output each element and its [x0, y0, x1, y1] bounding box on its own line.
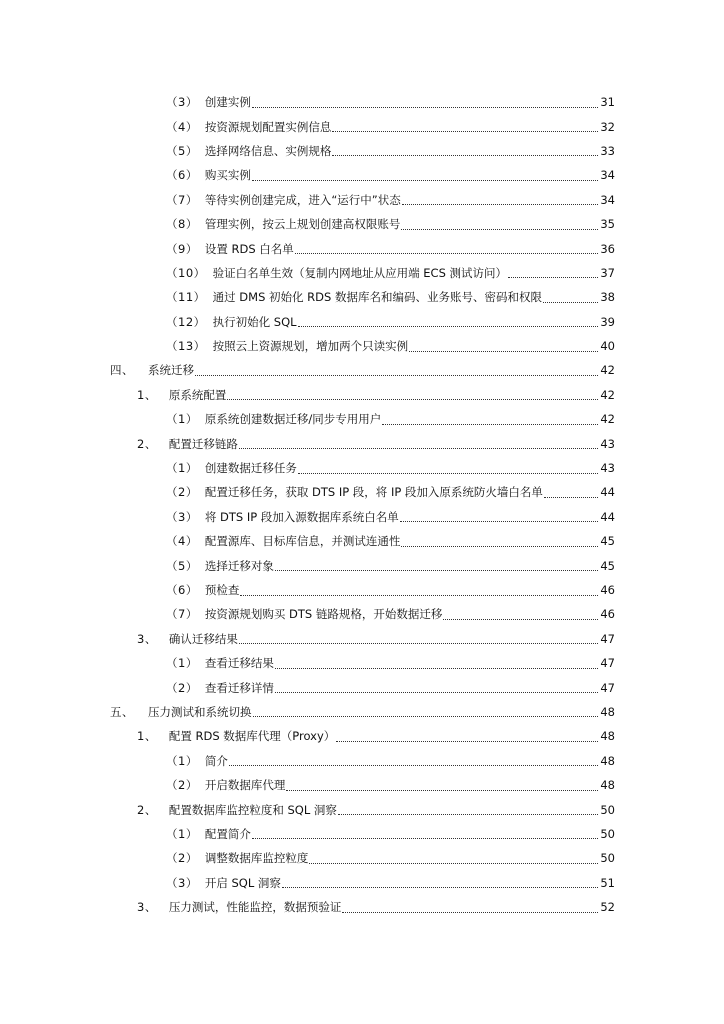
toc-entry-title: 按照云上资源规划，增加两个只读实例 [212, 339, 409, 354]
toc-entry-page-number: 50 [600, 802, 615, 817]
toc-entry-number: （2） [166, 485, 198, 500]
toc-entry-page-number: 51 [600, 875, 615, 890]
toc-dot-leader [409, 350, 598, 352]
toc-entry[interactable] [0, 90, 724, 114]
toc-entry-number: 3、 [137, 631, 157, 646]
toc-dot-leader [298, 472, 598, 474]
toc-entry-number: （9） [166, 241, 198, 256]
toc-entry-number: 2、 [137, 436, 157, 451]
toc-dot-leader [253, 715, 599, 717]
toc-entry-page-number: 36 [600, 241, 615, 256]
toc-entry-title: 设置 RDS 白名单 [204, 241, 294, 256]
toc-entry-number: （5） [166, 143, 198, 158]
toc-entry-page-number: 43 [600, 436, 615, 451]
toc-entry-page-number: 48 [600, 753, 615, 768]
toc-entry[interactable] [0, 480, 724, 504]
toc-entry-page-number: 46 [600, 583, 615, 597]
toc-dot-leader [252, 106, 598, 108]
toc-entry-title: 选择网络信息、实例规格 [204, 143, 332, 158]
toc-entry[interactable] [0, 724, 724, 748]
toc-entry[interactable] [0, 895, 724, 919]
toc-entry-number: 3、 [137, 900, 157, 915]
toc-entry-page-number: 44 [600, 509, 615, 524]
toc-entry[interactable] [0, 505, 724, 529]
toc-entry-title: 创建实例 [204, 95, 251, 110]
toc-entry-title: 通过 DMS 初始化 RDS 数据库名和编码、业务账号、密码和权限 [212, 290, 542, 305]
toc-entry-page-number: 47 [600, 656, 615, 671]
toc-dot-leader [239, 447, 598, 449]
toc-entry-title: 预检查 [204, 583, 240, 597]
toc-entry[interactable] [0, 383, 724, 407]
toc-dot-leader [544, 496, 598, 498]
toc-entry-title: 开启 SQL 洞察 [204, 875, 281, 890]
toc-dot-leader [295, 252, 598, 254]
toc-entry-number: （3） [166, 875, 198, 890]
toc-dot-leader [252, 179, 598, 181]
toc-entry-title: 购买实例 [204, 168, 251, 183]
toc-entry-title: 查看迁移详情 [204, 680, 274, 695]
toc-entry-page-number: 34 [600, 192, 615, 207]
toc-entry-title: 原系统创建数据迁移/同步专用用户 [204, 412, 382, 427]
toc-entry-title: 将 DTS IP 段加入源数据库系统白名单 [204, 509, 399, 524]
toc-entry-number: 1、 [137, 387, 157, 402]
toc-entry[interactable] [0, 602, 724, 626]
toc-entry-number: （4） [166, 119, 198, 134]
toc-entry-page-number: 47 [600, 631, 615, 646]
toc-entry-title: 调整数据库监控粒度 [204, 851, 309, 866]
toc-entry[interactable] [0, 675, 724, 699]
toc-dot-leader [229, 764, 598, 766]
toc-entry[interactable] [0, 822, 724, 846]
toc-dot-leader [443, 618, 598, 620]
toc-entry-page-number: 48 [600, 704, 615, 719]
toc-entry-number: （6） [166, 168, 198, 183]
toc-entry-number: 1、 [137, 729, 157, 744]
toc-entry-title: 配置迁移任务，获取 DTS IP 段，将 IP 段加入原系统防火墙白名单 [204, 485, 543, 500]
toc-entry-title: 配置 RDS 数据库代理（Proxy） [168, 729, 336, 744]
toc-dot-leader [402, 203, 598, 205]
toc-entry-page-number: 40 [600, 339, 615, 354]
toc-entry-title: 验证白名单生效（复制内网地址从应用端 ECS 测试访问） [212, 265, 508, 280]
toc-entry[interactable] [0, 797, 724, 821]
toc-dot-leader [401, 228, 598, 230]
toc-entry-page-number: 33 [600, 143, 615, 158]
toc-entry-number: （2） [166, 680, 198, 695]
toc-dot-leader [252, 837, 598, 839]
toc-entry-number: （3） [166, 95, 198, 110]
toc-dot-leader [275, 569, 598, 571]
toc-entry-number: （1） [166, 656, 198, 671]
toc-entry[interactable] [0, 456, 724, 480]
toc-entry[interactable] [0, 188, 724, 212]
toc-entry-page-number: 37 [600, 265, 615, 280]
toc-entry-number: （7） [166, 192, 198, 207]
toc-entry-number: 四、 [110, 363, 134, 378]
toc-dot-leader [342, 911, 598, 913]
toc-entry-page-number: 48 [600, 778, 615, 793]
toc-entry[interactable] [0, 578, 724, 602]
toc-entry-number: （7） [166, 607, 198, 622]
toc-entry-number: （8） [166, 217, 198, 232]
toc-entry[interactable] [0, 553, 724, 577]
toc-entry-page-number: 34 [600, 168, 615, 183]
toc-entry-number: 2、 [137, 802, 157, 817]
toc-entry-number: （2） [166, 851, 198, 866]
toc-entry-title: 压力测试，性能监控，数据预验证 [168, 900, 342, 915]
toc-entry[interactable] [0, 139, 724, 163]
toc-entry[interactable] [0, 407, 724, 431]
toc-entry[interactable] [0, 114, 724, 138]
toc-entry-page-number: 46 [600, 607, 615, 622]
toc-entry[interactable] [0, 310, 724, 334]
toc-entry-title: 选择迁移对象 [204, 558, 274, 573]
toc-entry-title: 等待实例创建完成，进入“运行中”状态 [204, 192, 401, 207]
toc-entry-title: 确认迁移结果 [168, 631, 238, 646]
toc-entry-number: （1） [166, 412, 198, 427]
toc-entry-title: 配置迁移链路 [168, 436, 238, 451]
toc-dot-leader [401, 545, 598, 547]
toc-dot-leader [240, 594, 598, 596]
toc-entry[interactable] [0, 651, 724, 675]
toc-entry-page-number: 38 [600, 290, 615, 305]
toc-dot-leader [338, 813, 598, 815]
toc-entry-page-number: 52 [600, 900, 615, 915]
toc-entry-title: 创建数据迁移任务 [204, 461, 297, 476]
toc-dot-leader [382, 423, 598, 425]
toc-entry-number: （6） [166, 583, 198, 597]
toc-entry[interactable] [0, 700, 724, 724]
toc-entry-title: 查看迁移结果 [204, 656, 274, 671]
toc-entry-title: 配置源库、目标库信息，并测试连通性 [204, 534, 401, 549]
toc-entry[interactable] [0, 212, 724, 236]
toc-entry[interactable] [0, 749, 724, 773]
toc-dot-leader [332, 154, 598, 156]
toc-entry-page-number: 44 [600, 485, 615, 500]
toc-entry-number: （12） [166, 314, 206, 329]
toc-dot-leader [282, 886, 598, 888]
toc-entry-page-number: 35 [600, 217, 615, 232]
toc-entry-page-number: 45 [600, 558, 615, 573]
toc-entry-title: 压力测试和系统切换 [148, 704, 252, 719]
toc-entry-page-number: 50 [600, 826, 615, 841]
toc-entry[interactable] [0, 163, 724, 187]
toc-entry-number: （5） [166, 558, 198, 573]
toc-entry-page-number: 50 [600, 851, 615, 866]
toc-dot-leader [332, 130, 598, 132]
toc-dot-leader [508, 276, 598, 278]
toc-entry[interactable] [0, 846, 724, 870]
toc-dot-leader [309, 862, 598, 864]
toc-entry[interactable] [0, 358, 724, 382]
toc-entry-title: 执行初始化 SQL [212, 314, 297, 329]
toc-entry-number: （1） [166, 826, 198, 841]
toc-dot-leader [195, 374, 598, 376]
toc-entry-title: 按资源规划购买 DTS 链路规格，开始数据迁移 [204, 607, 443, 622]
toc-dot-leader [336, 740, 598, 742]
toc-entry-page-number: 32 [600, 119, 615, 134]
toc-entry-title: 配置数据库监控粒度和 SQL 洞察 [168, 802, 337, 817]
toc-dot-leader [286, 789, 598, 791]
table-of-contents [0, 90, 724, 919]
toc-entry[interactable] [0, 261, 724, 285]
toc-entry-title: 原系统配置 [168, 387, 227, 402]
toc-entry[interactable] [0, 431, 724, 455]
toc-entry-page-number: 42 [600, 387, 615, 402]
toc-entry-page-number: 43 [600, 461, 615, 476]
toc-dot-leader [275, 691, 598, 693]
toc-entry-number: （11） [166, 290, 206, 305]
toc-entry-title: 开启数据库代理 [204, 778, 286, 793]
toc-entry-number: （4） [166, 534, 198, 549]
toc-entry-number: （3） [166, 509, 198, 524]
toc-entry-title: 系统迁移 [148, 363, 194, 378]
toc-entry[interactable] [0, 285, 724, 309]
toc-entry[interactable] [0, 871, 724, 895]
toc-entry-title: 管理实例，按云上规划创建高权限账号 [204, 217, 401, 232]
toc-entry-page-number: 42 [600, 363, 615, 378]
toc-entry-title: 配置简介 [204, 826, 251, 841]
toc-entry-number: 五、 [110, 704, 134, 719]
toc-dot-leader [298, 325, 598, 327]
toc-entry[interactable] [0, 627, 724, 651]
toc-entry-number: （1） [166, 461, 198, 476]
toc-dot-leader [239, 642, 598, 644]
toc-entry-number: （13） [166, 339, 206, 354]
toc-entry-page-number: 42 [600, 412, 615, 427]
toc-entry-number: （1） [166, 753, 198, 768]
toc-entry-title: 简介 [204, 753, 228, 768]
toc-entry-number: （2） [166, 778, 198, 793]
toc-dot-leader [275, 667, 598, 669]
toc-entry-title: 按资源规划配置实例信息 [204, 119, 332, 134]
toc-dot-leader [227, 398, 598, 400]
toc-dot-leader [400, 520, 598, 522]
toc-dot-leader [543, 301, 598, 303]
toc-entry[interactable] [0, 236, 724, 260]
toc-entry[interactable] [0, 334, 724, 358]
toc-entry-page-number: 31 [600, 95, 615, 110]
toc-entry-number: （10） [166, 265, 206, 280]
toc-entry[interactable] [0, 529, 724, 553]
toc-entry-page-number: 45 [600, 534, 615, 549]
toc-entry-page-number: 39 [600, 314, 615, 329]
toc-entry-page-number: 48 [600, 729, 615, 744]
toc-entry[interactable] [0, 773, 724, 797]
toc-entry-page-number: 47 [600, 680, 615, 695]
